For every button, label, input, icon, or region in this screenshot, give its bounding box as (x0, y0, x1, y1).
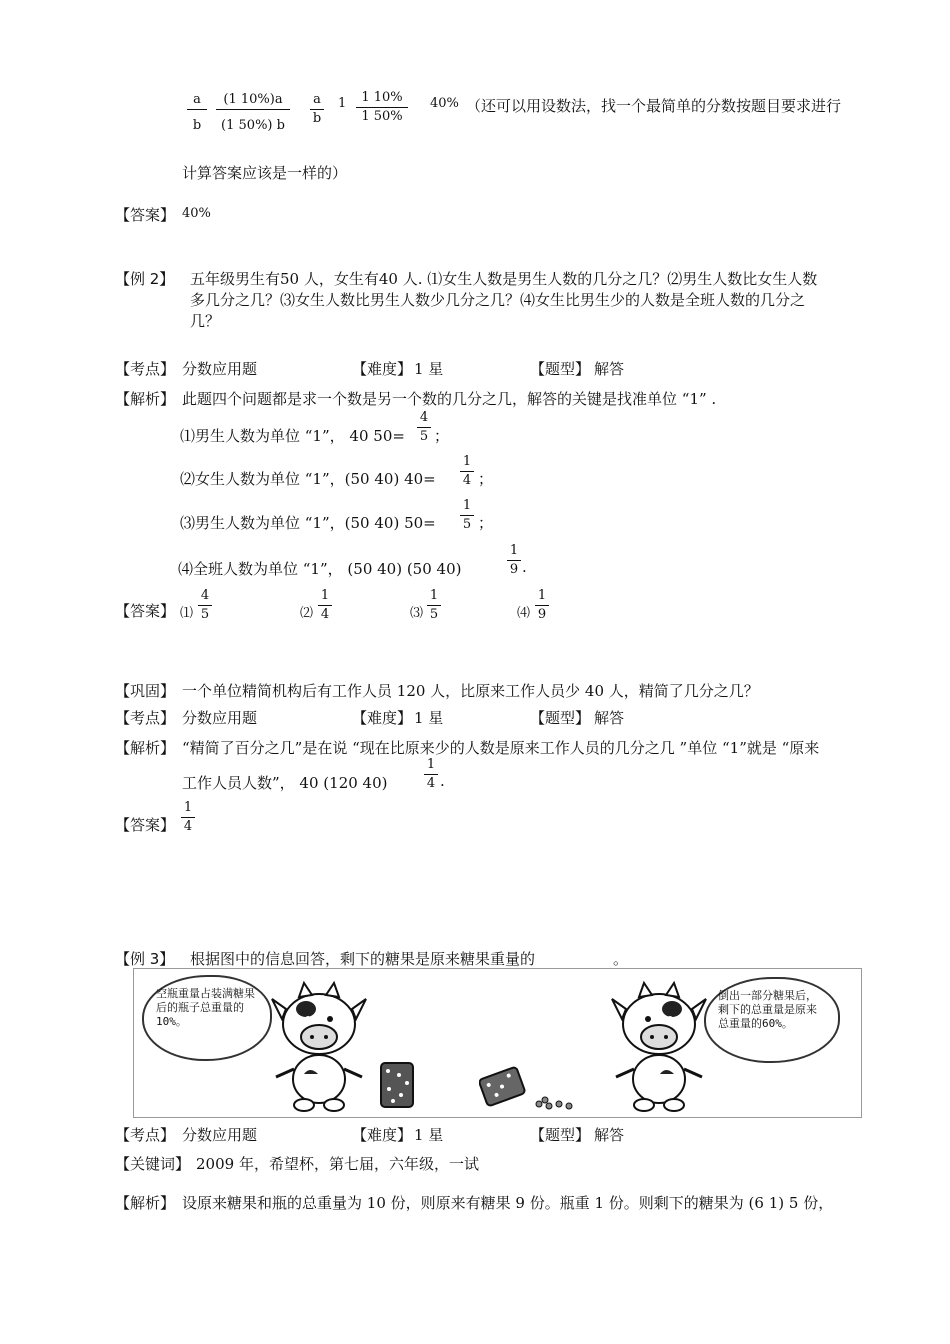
fraction-ratio (356, 90, 408, 125)
kaodian-tag: 【考点】 (115, 360, 176, 378)
frac-num: 4 (419, 410, 429, 425)
frac-num: 1 (537, 588, 547, 603)
tixing-value: 解答 (594, 360, 625, 378)
nandu-value: 1 星 (414, 360, 444, 378)
answer-blank (535, 954, 613, 969)
nandu-tag: 【难度】 (352, 709, 413, 727)
frac-den: b (192, 118, 202, 133)
nandu-value: 1 星 (414, 1126, 444, 1144)
gonggu-text: 一个单位精简机构后有工作人员 120 人，比原来工作人员少 40 人，精简了几分之几？ (182, 682, 759, 700)
step-3-fraction (460, 498, 474, 533)
frac-num: 1 10% (361, 90, 403, 105)
answer-2-fraction (318, 588, 332, 623)
frac-den: 4 (462, 473, 472, 488)
step-1: ⑴男生人数为单位 “1”， 40 50= (180, 427, 405, 445)
kaodian-value: 分数应用题 (182, 1126, 258, 1144)
example-3-end: 。 (613, 950, 629, 968)
nandu-value: 1 星 (414, 709, 444, 727)
step-3: ⑶男生人数为单位 “1”，(50 40) 50= (180, 514, 436, 532)
frac-num: 1 (462, 498, 472, 513)
keyword-value: 2009 年，希望杯，第七届，六年级，一试 (196, 1155, 479, 1173)
kaodian-tag: 【考点】 (115, 709, 176, 727)
speech-bubble-right: 倒出一部分糖果后，剩下的总重量是原来总重量的60%。 (704, 977, 840, 1063)
step-3-end: ； (478, 514, 494, 532)
jiexi-text: 此题四个问题都是求一个数是另一个数的几分之几，解答的关键是找准单位 “1” . (182, 390, 717, 408)
kaodian-value: 分数应用题 (182, 360, 258, 378)
jiexi-tag: 【解析】 (115, 1194, 176, 1212)
jiexi-end: . (440, 772, 445, 790)
tixing-tag: 【题型】 (530, 1126, 591, 1144)
jiexi-text: 设原来糖果和瓶的总重量为 10 份，则原来有糖果 9 份。瓶重 1 份。则剩下的糖果为 (6 1) 5 份， (182, 1194, 834, 1212)
step-1-fraction (417, 410, 431, 445)
fraction-percent-a-b (216, 92, 290, 134)
step-4-end: . (522, 558, 527, 576)
jiexi-fraction (424, 757, 438, 792)
frac-num: 4 (200, 588, 210, 603)
jiexi-tag: 【解析】 (115, 390, 176, 408)
answer-1-fraction (198, 588, 212, 623)
fraction-a-b-small (310, 92, 324, 127)
jiexi-line1: “精简了百分之几”是在说 “现在比原来少的人数是原来工作人员的几分之几 ”单位 “1”就是 “原来 (182, 739, 820, 757)
frac-den: 1 50% (361, 109, 403, 124)
answer-4-label: ⑷ (517, 606, 531, 621)
answer-4-fraction (535, 588, 549, 623)
nandu-tag: 【难度】 (352, 1126, 413, 1144)
formula-result: 40% (430, 96, 459, 111)
example-3-question: 根据图中的信息回答，剩下的糖果是原来糖果重量的 (190, 950, 536, 968)
keyword-tag: 【关键词】 (115, 1155, 191, 1173)
frac-den: 4 (320, 607, 330, 622)
example-2-line3: 几？ (190, 312, 221, 330)
answer-3-fraction (427, 588, 441, 623)
answer-fraction (181, 800, 195, 835)
kaodian-value: 分数应用题 (182, 709, 258, 727)
step-2-fraction (460, 454, 474, 489)
cow-right-icon (604, 979, 714, 1114)
frac-num: a (193, 92, 201, 107)
tipped-candy-jar-icon (479, 1064, 589, 1114)
frac-den: 5 (200, 607, 210, 622)
example-3-tag: 【例 3】 (115, 950, 175, 968)
answer-2-label: ⑵ (300, 606, 314, 621)
frac-den: b (312, 111, 322, 126)
answer-3-label: ⑶ (410, 606, 424, 621)
jiexi-tag: 【解析】 (115, 739, 176, 757)
answer-value: 40% (182, 206, 211, 221)
example-2-line2: 多几分之几？⑶女生人数比男生人数少几分之几？⑷女生比男生少的人数是全班人数的几分之 (190, 291, 806, 309)
frac-num: (1 10%)a (223, 92, 283, 107)
frac-den: 5 (429, 607, 439, 622)
frac-num: 1 (429, 588, 439, 603)
step-4: ⑷全班人数为单位 “1”， (50 40) (50 40) (178, 560, 462, 578)
answer-tag: 【答案】 (115, 602, 176, 620)
tixing-tag: 【题型】 (530, 360, 591, 378)
frac-den: 9 (537, 607, 547, 622)
frac-den: 4 (426, 776, 436, 791)
frac-num: 1 (320, 588, 330, 603)
example-3-text (190, 948, 628, 969)
frac-num: 1 (183, 800, 193, 815)
example-2-tag: 【例 2】 (115, 270, 175, 288)
frac-num: 1 (509, 543, 519, 558)
frac-den: 4 (183, 819, 193, 834)
answer-tag: 【答案】 (115, 816, 176, 834)
cow-left-icon (264, 979, 374, 1114)
frac-den: 5 (462, 517, 472, 532)
kaodian-tag: 【考点】 (115, 1126, 176, 1144)
frac-den: 9 (509, 562, 519, 577)
fraction-a-over-b (187, 92, 207, 134)
tixing-tag: 【题型】 (530, 709, 591, 727)
speech-bubble-left: 空瓶重量占装满糖果后的瓶子总重量的10%。 (142, 975, 272, 1061)
method-note: （还可以用设数法，找一个最简单的分数按题目要求进行 (466, 97, 842, 115)
nandu-tag: 【难度】 (352, 360, 413, 378)
illustration-panel (133, 968, 862, 1118)
frac-num: 1 (426, 757, 436, 772)
frac-num: 1 (462, 454, 472, 469)
frac-num: a (313, 92, 321, 107)
frac-den: 5 (419, 429, 429, 444)
answer-tag: 【答案】 (115, 206, 176, 224)
formula-one: 1 (338, 96, 347, 111)
full-candy-jar-icon (379, 1059, 415, 1109)
tixing-value: 解答 (594, 709, 625, 727)
step-2: ⑵女生人数为单位 “1”，(50 40) 40= (180, 470, 436, 488)
frac-den: (1 50%) b (221, 118, 285, 133)
tixing-value: 解答 (594, 1126, 625, 1144)
answer-1-label: ⑴ (180, 606, 194, 621)
method-note-cont: 计算答案应该是一样的） (182, 164, 348, 182)
step-2-end: ； (478, 470, 494, 488)
gonggu-tag: 【巩固】 (115, 682, 176, 700)
example-2-line1: 五年级男生有50 人，女生有40 人. ⑴女生人数是男生人数的几分之几？⑵男生人数比女生人数 (190, 270, 818, 288)
jiexi-line2: 工作人员人数”， 40 (120 40) (182, 774, 388, 792)
step-4-fraction (507, 543, 521, 578)
step-1-end: ； (434, 427, 450, 445)
